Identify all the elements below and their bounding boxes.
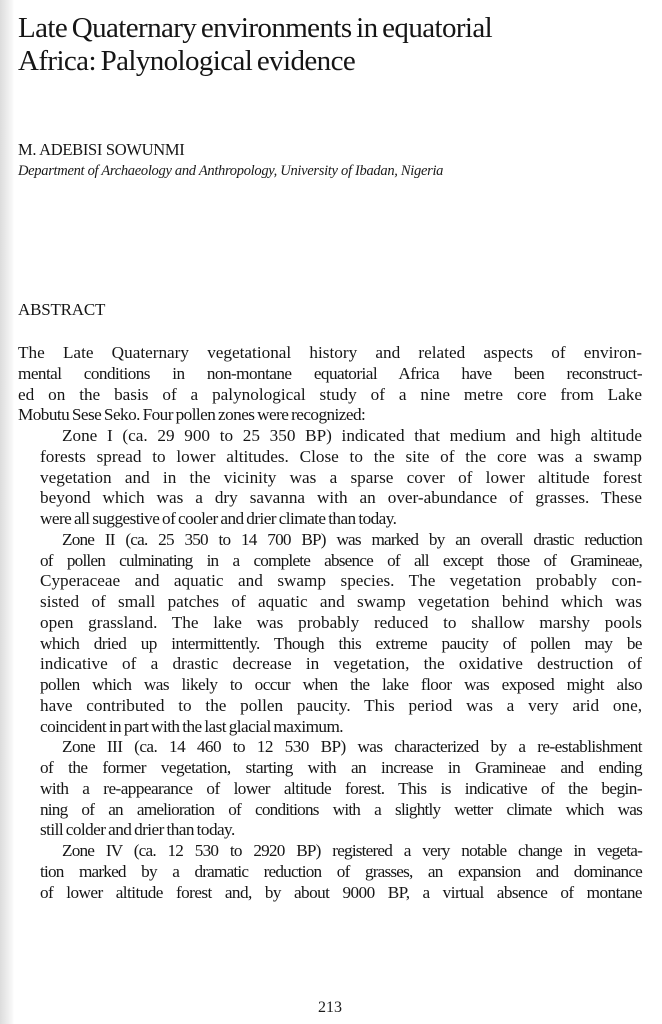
text-line: Zone II (ca. 25 350 to 14 700 BP) was marked by an overall drastic reduction [62,529,642,549]
abstract-paragraph-zone-3 [18,737,642,841]
text-line: coincident in part with the last glacial maximum. [40,716,344,736]
abstract-paragraph-intro [18,343,642,426]
abstract-body [18,343,642,903]
text-line: beyond which was a dry savanna with an over-abundance of grasses. These [40,488,642,508]
text-line: which dried up intermittently. Though this extreme paucity of pollen may be [40,633,642,653]
text-line: Cyperaceae and aquatic and swamp species. The vegetation probably con- [40,571,642,591]
text-line: indicative of a drastic decrease in vegetation, the oxidative destruction of [40,654,642,674]
title-line: Late Quaternary environments in equatorial [18,12,493,44]
abstract-paragraph-zone-1 [18,426,642,530]
text-line: have contributed to the pollen paucity. This period was a very arid one, [40,695,642,715]
text-line: vegetation and in the vicinity was a sparse cover of lower altitude forest [40,467,642,487]
page-number: 213 [318,999,342,1016]
text-line: The Late Quaternary vegetational history and related aspects of environ- [18,343,642,362]
text-line: mental conditions in non-montane equatorial Africa have been reconstruct- [18,363,642,383]
author-affiliation: Department of Archaeology and Anthropology, University of Ibadan, Nigeria [18,163,444,179]
abstract-heading: ABSTRACT [18,300,106,319]
abstract-paragraph-zone-2 [18,530,642,738]
text-line: Zone III (ca. 14 460 to 12 530 BP) was characterized by a re-establishment [62,737,642,757]
text-line: of lower altitude forest and, by about 9000 BP, a virtual absence of montane [40,882,642,902]
abstract-paragraph-zone-4 [18,841,642,903]
text-line: open grassland. The lake was probably reduced to shallow marshy pools [40,612,642,632]
text-line: Mobutu Sese Seko. Four pollen zones were recognized: [18,405,366,425]
text-line: ning of an amelioration of conditions with a slightly wetter climate which was [40,799,642,819]
text-line: of pollen culminating in a complete absence of all except those of Gramineae, [40,550,642,570]
text-line: Zone IV (ca. 12 530 to 2920 BP) registered a very notable change in vegeta- [62,841,642,860]
title-line: Africa: Palynological evidence [18,45,356,77]
text-line: forests spread to lower altitudes. Close to the site of the core was a swamp [40,446,642,466]
text-line: ed on the basis of a palynological study of a nine metre core from Lake [18,384,642,404]
text-line: with a re-appearance of lower altitude forest. This is indicative of the begin- [40,778,642,798]
text-line: still colder and drier than today. [40,820,235,840]
text-line: of the former vegetation, starting with an increase in Gramineae and ending [40,758,642,777]
article-title [18,12,492,78]
scan-gutter-shadow [0,0,14,1024]
text-line: tion marked by a dramatic reduction of grasses, an expansion and dominance [40,861,642,881]
text-line: pollen which was likely to occur when the lake floor was exposed might also [40,675,642,694]
text-line: were all suggestive of cooler and drier climate than today. [40,509,397,528]
author-name: M. ADEBISI SOWUNMI [18,140,185,159]
text-line: Zone I (ca. 29 900 to 25 350 BP) indicated that medium and high altitude [62,426,642,445]
text-line: sisted of small patches of aquatic and swamp vegetation behind which was [40,592,642,611]
